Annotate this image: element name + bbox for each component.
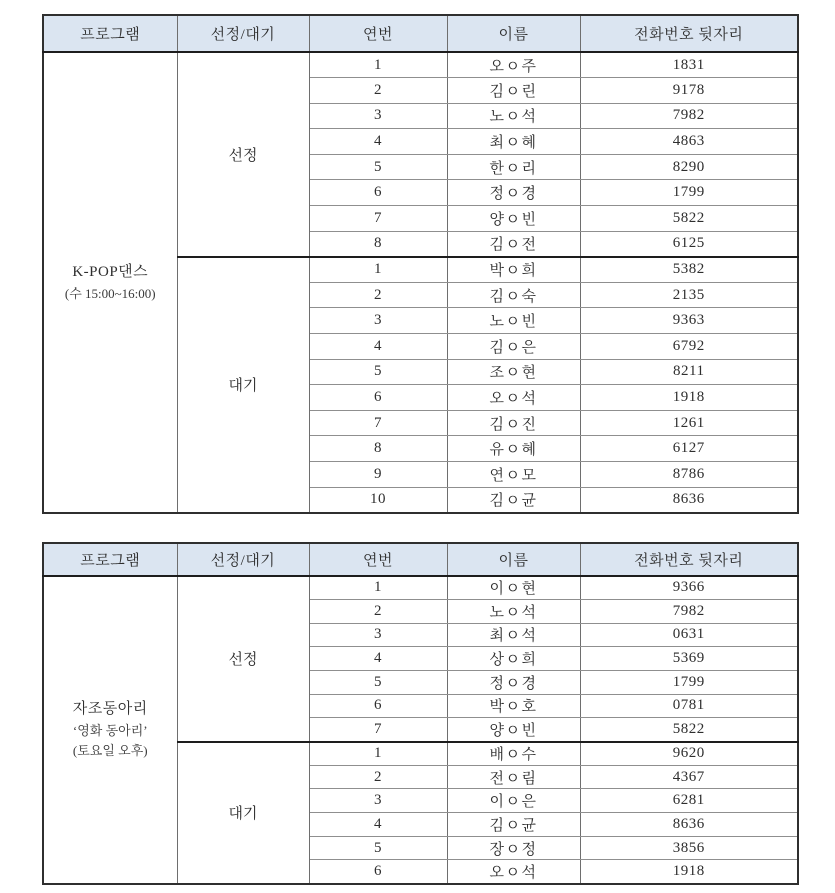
serial-cell: 10 [309, 487, 447, 513]
group-label-cell: 선정 [177, 52, 309, 257]
program-table-1 [42, 14, 799, 514]
serial-cell: 5 [309, 836, 447, 860]
serial-cell: 6 [309, 385, 447, 411]
program-cell [43, 52, 177, 513]
phone-cell: 1261 [580, 410, 798, 436]
column-header-program: 프로그램 [43, 15, 177, 52]
serial-cell: 8 [309, 231, 447, 257]
phone-cell: 8636 [580, 487, 798, 513]
serial-cell: 1 [309, 52, 447, 78]
phone-cell: 2135 [580, 282, 798, 308]
serial-cell: 2 [309, 78, 447, 104]
column-header-name: 이름 [447, 15, 580, 52]
serial-cell: 4 [309, 129, 447, 155]
column-header-name: 이름 [447, 543, 580, 576]
phone-cell: 1918 [580, 385, 798, 411]
serial-cell: 5 [309, 359, 447, 385]
serial-cell: 3 [309, 623, 447, 647]
name-cell: 양ㅇ빈 [447, 206, 580, 232]
phone-cell: 9178 [580, 78, 798, 104]
name-cell: 김ㅇ균 [447, 813, 580, 837]
name-cell: 김ㅇ전 [447, 231, 580, 257]
serial-cell: 5 [309, 670, 447, 694]
phone-cell: 1799 [580, 670, 798, 694]
program-table-2 [42, 542, 799, 885]
serial-cell: 4 [309, 334, 447, 360]
phone-cell: 5822 [580, 206, 798, 232]
phone-cell: 6281 [580, 789, 798, 813]
name-cell: 연ㅇ모 [447, 462, 580, 488]
name-cell: 한ㅇ리 [447, 154, 580, 180]
phone-cell: 1918 [580, 860, 798, 884]
serial-cell: 1 [309, 742, 447, 766]
name-cell: 김ㅇ진 [447, 410, 580, 436]
phone-cell: 8211 [580, 359, 798, 385]
serial-cell: 8 [309, 436, 447, 462]
name-cell: 이ㅇ은 [447, 789, 580, 813]
serial-cell: 1 [309, 576, 447, 600]
column-header-selection-status: 선정/대기 [177, 543, 309, 576]
name-cell: 양ㅇ빈 [447, 718, 580, 742]
serial-cell: 5 [309, 154, 447, 180]
name-cell: 정ㅇ경 [447, 670, 580, 694]
serial-cell: 7 [309, 410, 447, 436]
name-cell: 최ㅇ석 [447, 623, 580, 647]
serial-cell: 2 [309, 282, 447, 308]
table-row [43, 52, 798, 78]
program-subtitle: (토요일 오후) [72, 743, 148, 759]
name-cell: 김ㅇ숙 [447, 282, 580, 308]
serial-cell: 6 [309, 860, 447, 884]
name-cell: 오ㅇ석 [447, 385, 580, 411]
program-title: K-POP댄스 [72, 263, 149, 280]
serial-cell: 3 [309, 103, 447, 129]
serial-cell: 4 [309, 647, 447, 671]
phone-cell: 1831 [580, 52, 798, 78]
name-cell: 배ㅇ수 [447, 742, 580, 766]
phone-cell: 7982 [580, 599, 798, 623]
name-cell: 박ㅇ호 [447, 694, 580, 718]
header-row [43, 15, 798, 52]
serial-cell: 9 [309, 462, 447, 488]
serial-cell: 7 [309, 718, 447, 742]
column-header-phone-last-digits: 전화번호 뒷자리 [580, 15, 798, 52]
name-cell: 오ㅇ석 [447, 860, 580, 884]
name-cell: 이ㅇ현 [447, 576, 580, 600]
program-cell [43, 576, 177, 884]
serial-cell: 7 [309, 206, 447, 232]
name-cell: 김ㅇ린 [447, 78, 580, 104]
phone-cell: 1799 [580, 180, 798, 206]
name-cell: 유ㅇ혜 [447, 436, 580, 462]
group-label-cell: 대기 [177, 742, 309, 884]
name-cell: 오ㅇ주 [447, 52, 580, 78]
program-title: 자조동아리 [72, 700, 148, 717]
phone-cell: 6125 [580, 231, 798, 257]
serial-cell: 2 [309, 599, 447, 623]
phone-cell: 6792 [580, 334, 798, 360]
phone-cell: 8290 [580, 154, 798, 180]
phone-cell: 4367 [580, 765, 798, 789]
phone-cell: 6127 [580, 436, 798, 462]
name-cell: 노ㅇ빈 [447, 308, 580, 334]
program-subtitle: ‘영화 동아리’ [72, 723, 148, 739]
name-cell: 김ㅇ은 [447, 334, 580, 360]
program-subtitle: (수 15:00~16:00) [64, 285, 156, 301]
serial-cell: 1 [309, 257, 447, 283]
name-cell: 장ㅇ정 [447, 836, 580, 860]
serial-cell: 2 [309, 765, 447, 789]
phone-cell: 5369 [580, 647, 798, 671]
name-cell: 최ㅇ혜 [447, 129, 580, 155]
phone-cell: 8786 [580, 462, 798, 488]
phone-cell: 0631 [580, 623, 798, 647]
serial-cell: 3 [309, 308, 447, 334]
column-header-serial-no: 연번 [309, 15, 447, 52]
name-cell: 노ㅇ석 [447, 103, 580, 129]
serial-cell: 3 [309, 789, 447, 813]
header-row [43, 543, 798, 576]
phone-cell: 3856 [580, 836, 798, 860]
phone-cell: 9363 [580, 308, 798, 334]
group-label-cell: 선정 [177, 576, 309, 742]
phone-cell: 9366 [580, 576, 798, 600]
group-label-cell: 대기 [177, 257, 309, 513]
phone-cell: 5822 [580, 718, 798, 742]
name-cell: 전ㅇ림 [447, 765, 580, 789]
phone-cell: 7982 [580, 103, 798, 129]
serial-cell: 6 [309, 180, 447, 206]
phone-cell: 0781 [580, 694, 798, 718]
name-cell: 박ㅇ희 [447, 257, 580, 283]
phone-cell: 4863 [580, 129, 798, 155]
column-header-phone-last-digits: 전화번호 뒷자리 [580, 543, 798, 576]
phone-cell: 9620 [580, 742, 798, 766]
name-cell: 상ㅇ희 [447, 647, 580, 671]
name-cell: 정ㅇ경 [447, 180, 580, 206]
serial-cell: 4 [309, 813, 447, 837]
column-header-selection-status: 선정/대기 [177, 15, 309, 52]
name-cell: 김ㅇ균 [447, 487, 580, 513]
serial-cell: 6 [309, 694, 447, 718]
column-header-serial-no: 연번 [309, 543, 447, 576]
phone-cell: 8636 [580, 813, 798, 837]
column-header-program: 프로그램 [43, 543, 177, 576]
name-cell: 노ㅇ석 [447, 599, 580, 623]
phone-cell: 5382 [580, 257, 798, 283]
name-cell: 조ㅇ현 [447, 359, 580, 385]
table-row [43, 576, 798, 600]
